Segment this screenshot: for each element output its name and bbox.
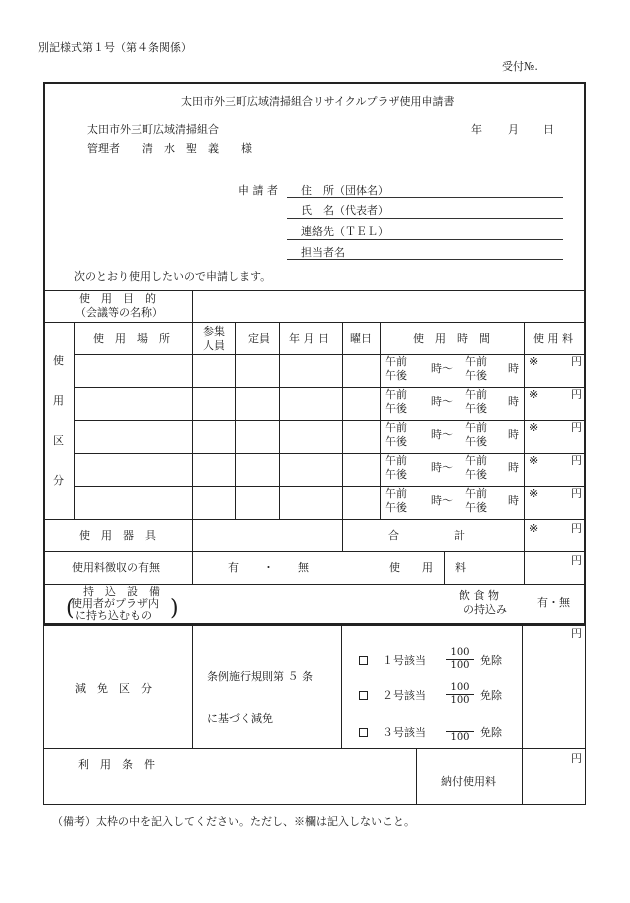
time-am-start: 午前 xyxy=(385,355,407,368)
equipment-fee-mark: ※ xyxy=(529,522,539,535)
checkbox-1[interactable] xyxy=(359,656,368,665)
grid-line xyxy=(43,804,586,805)
fee-mark: ※ xyxy=(529,421,539,434)
time-pm-start: 午後 xyxy=(385,435,407,448)
purpose-sublabel: （会議等の名称） xyxy=(75,306,163,319)
grid-line xyxy=(522,625,523,804)
form-number-note: 別記様式第１号（第４条関係） xyxy=(38,41,192,54)
grid-line xyxy=(524,322,525,584)
grid-line xyxy=(74,420,586,421)
time-am-end: 午前 xyxy=(465,487,487,500)
remarks-note: （備考）太枠の中を記入してください。ただし、※欄は記入しないこと。 xyxy=(52,815,415,828)
contact-underline xyxy=(287,239,563,240)
time-from: 時〜 xyxy=(431,362,453,375)
fee-mark: ※ xyxy=(529,487,539,500)
address-underline xyxy=(287,197,563,198)
fee-yen: 円 xyxy=(571,421,582,434)
total-label: 合 計 xyxy=(388,529,465,542)
time-to: 時 xyxy=(508,395,519,408)
bracket-right: ) xyxy=(170,596,179,621)
bring-in-label: 持 込 設 備 xyxy=(83,585,160,598)
grid-line xyxy=(45,322,586,323)
grid-line xyxy=(585,625,586,804)
header-attendees-2: 人員 xyxy=(203,339,225,352)
usage-section-label-3: 区 xyxy=(53,434,64,447)
header-date: 年 月 日 xyxy=(289,332,329,345)
header-fee: 使 用 料 xyxy=(533,332,573,345)
fraction-3 xyxy=(446,719,474,744)
usage-section-label-1: 使 xyxy=(53,354,64,367)
checkbox-2[interactable] xyxy=(359,691,368,700)
fraction-2 xyxy=(446,682,474,707)
collection-fee-yen: 円 xyxy=(571,554,582,567)
time-am-end: 午前 xyxy=(465,388,487,401)
date-day-label: 日 xyxy=(543,123,554,136)
date-month-label: 月 xyxy=(508,123,519,136)
application-form-frame xyxy=(43,82,586,625)
usage-section-label-2: 用 xyxy=(53,394,64,407)
grid-line xyxy=(45,290,586,291)
collection-yes: 有 xyxy=(228,561,239,574)
usage-section-label-4: 分 xyxy=(53,474,64,487)
applicant-contact-label: 連絡先（ＴＥＬ） xyxy=(301,225,389,238)
grid-line xyxy=(74,387,586,388)
recipient-org: 太田市外三町広域清掃組合 xyxy=(87,123,219,136)
fraction-1-numerator: 100 xyxy=(446,647,474,660)
time-am-start: 午前 xyxy=(385,487,407,500)
fee-collection-label: 使用料徴収の有無 xyxy=(72,561,160,574)
food-label-2: の持込み xyxy=(463,603,507,616)
name-underline xyxy=(287,218,563,219)
fee-mark: ※ xyxy=(529,388,539,401)
fee-yen: 円 xyxy=(571,388,582,401)
collection-dot: ・ xyxy=(263,561,274,574)
fraction-3-numerator xyxy=(446,719,474,732)
time-pm-end: 午後 xyxy=(465,369,487,382)
time-to: 時 xyxy=(508,461,519,474)
grid-line xyxy=(279,322,280,519)
time-am-start: 午前 xyxy=(385,421,407,434)
exemption-suffix-1: 免除 xyxy=(480,654,502,667)
exemption-rule-1: 条例施行規則第 ５ 条 xyxy=(207,670,313,683)
equipment-label: 使 用 器 具 xyxy=(79,529,156,542)
time-from: 時〜 xyxy=(431,428,453,441)
conditions-label: 利 用 条 件 xyxy=(78,758,155,771)
checkbox-3[interactable] xyxy=(359,728,368,737)
time-to: 時 xyxy=(508,362,519,375)
fee-yen: 円 xyxy=(571,454,582,467)
collection-no: 無 xyxy=(298,561,309,574)
food-label-1: 飲 食 物 xyxy=(459,589,499,602)
grid-line xyxy=(74,486,586,487)
payment-label: 納付使用料 xyxy=(441,775,496,788)
grid-line xyxy=(43,748,586,749)
grid-line xyxy=(380,322,381,519)
exemption-label: 減 免 区 分 xyxy=(75,682,152,695)
grid-line xyxy=(341,625,342,748)
application-intro: 次のとおり使用したいので申請します。 xyxy=(74,270,272,283)
fraction-2-numerator: 100 xyxy=(446,682,474,695)
food-choice: 有・無 xyxy=(537,596,570,609)
fee-mark: ※ xyxy=(529,355,539,368)
fee-yen: 円 xyxy=(571,355,582,368)
grid-line xyxy=(43,625,44,804)
time-pm-start: 午後 xyxy=(385,369,407,382)
exemption-rule-2: に基づく減免 xyxy=(207,712,273,725)
exemption-item-2: ２号該当 xyxy=(382,689,426,702)
grid-line xyxy=(45,519,586,520)
fraction-1-denominator: 100 xyxy=(450,660,470,671)
purpose-label: 使 用 目 的 xyxy=(79,292,156,305)
applicant-name-label: 氏 名（代表者） xyxy=(301,204,389,217)
header-weekday: 曜日 xyxy=(350,332,372,345)
receipt-number-label: 受付№. xyxy=(502,60,538,73)
time-am-start: 午前 xyxy=(385,388,407,401)
bracket-left: ( xyxy=(66,596,75,621)
fee-yen: 円 xyxy=(571,487,582,500)
fraction-3-denominator: 100 xyxy=(450,732,470,743)
form-title: 太田市外三町広域清掃組合リサイクルプラザ使用申請書 xyxy=(181,95,455,108)
time-am-end: 午前 xyxy=(465,454,487,467)
header-time: 使 用 時 間 xyxy=(413,332,490,345)
grid-line xyxy=(192,290,193,584)
header-attendees-1: 参集 xyxy=(203,325,225,338)
bring-in-sublabel-2: に持ち込むもの xyxy=(75,609,152,622)
time-pm-start: 午後 xyxy=(385,468,407,481)
time-from: 時〜 xyxy=(431,395,453,408)
grid-line xyxy=(45,551,586,552)
exemption-item-3: ３号該当 xyxy=(382,726,426,739)
time-pm-end: 午後 xyxy=(465,501,487,514)
grid-line xyxy=(416,748,417,804)
time-pm-start: 午後 xyxy=(385,402,407,415)
bring-in-sublabel-1: 使用者がプラザ内 xyxy=(71,597,159,610)
usage-fee-label: 使 用 料 xyxy=(389,561,466,574)
recipient-manager: 管理者 清 水 聖 義 様 xyxy=(87,142,252,155)
conditions-yen: 円 xyxy=(571,752,582,765)
applicant-address-label: 住 所（団体名） xyxy=(301,184,389,197)
applicant-label: 申 請 者 xyxy=(238,184,278,197)
grid-line xyxy=(235,322,236,519)
grid-line xyxy=(43,625,586,626)
time-am-end: 午前 xyxy=(465,355,487,368)
grid-line xyxy=(74,453,586,454)
header-place: 使 用 場 所 xyxy=(93,332,170,345)
date-year-label: 年 xyxy=(471,123,482,136)
exemption-item-1: １号該当 xyxy=(382,654,426,667)
equipment-fee-yen: 円 xyxy=(571,522,582,535)
time-pm-start: 午後 xyxy=(385,501,407,514)
time-am-start: 午前 xyxy=(385,454,407,467)
fraction-1 xyxy=(446,647,474,672)
time-pm-end: 午後 xyxy=(465,402,487,415)
exemption-suffix-3: 免除 xyxy=(480,726,502,739)
exemption-suffix-2: 免除 xyxy=(480,689,502,702)
time-to: 時 xyxy=(508,494,519,507)
header-capacity: 定員 xyxy=(248,332,270,345)
time-pm-end: 午後 xyxy=(465,435,487,448)
time-from: 時〜 xyxy=(431,494,453,507)
person-underline xyxy=(287,259,563,260)
time-to: 時 xyxy=(508,428,519,441)
time-pm-end: 午後 xyxy=(465,468,487,481)
grid-line xyxy=(74,354,586,355)
exemption-yen: 円 xyxy=(571,627,582,640)
grid-line xyxy=(192,625,193,748)
grid-line xyxy=(74,322,75,519)
fraction-2-denominator: 100 xyxy=(450,695,470,706)
time-from: 時〜 xyxy=(431,461,453,474)
fee-mark: ※ xyxy=(529,454,539,467)
grid-line xyxy=(342,322,343,551)
time-am-end: 午前 xyxy=(465,421,487,434)
applicant-person-label: 担当者名 xyxy=(301,246,345,259)
